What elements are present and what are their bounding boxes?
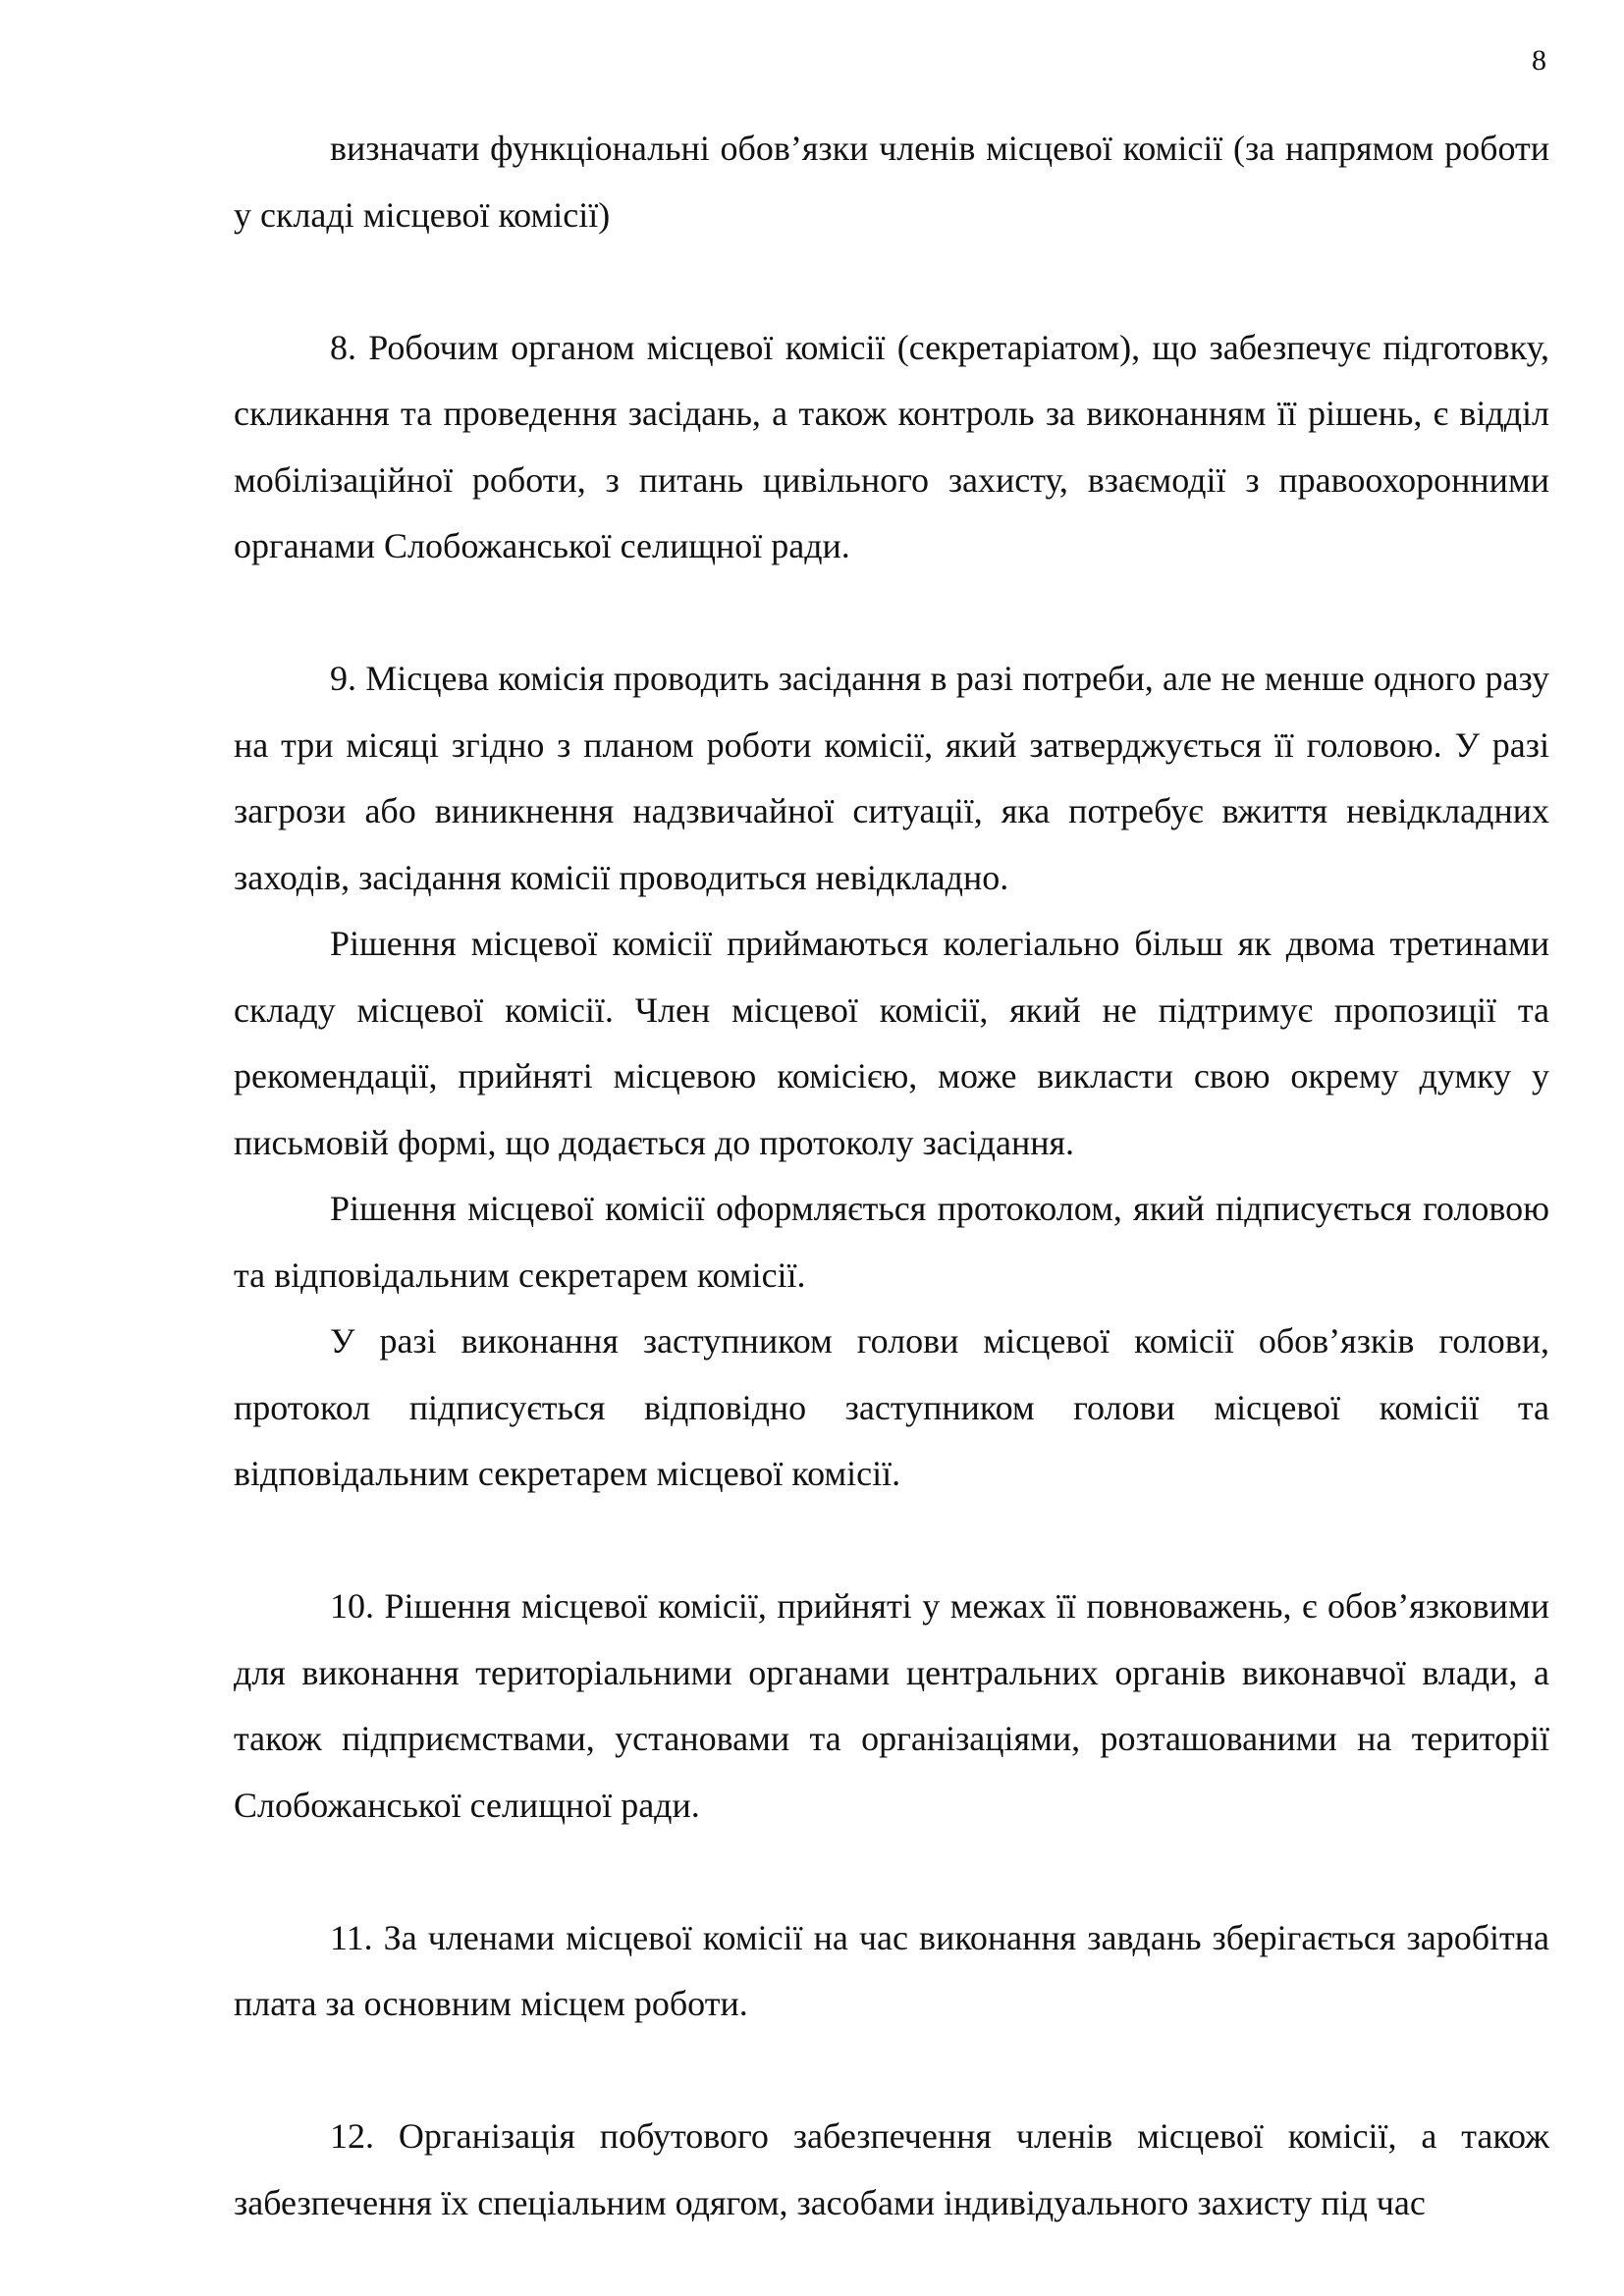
paragraph-8-secretariat: 8. Робочим органом місцевої комісії (секретаріатом), що забезпечує підготовку, скликання та проведення засідань, а також контроль за виконанням її рішень, є відділ мобілізаційної роботи, з питань цивільного захисту, взаємодії з правоохоронними органами Слобожанської селищної ради. [234,327,1549,565]
paragraph-9-meetings: 9. Місцева комісія проводить засідання в разі потреби, але не менше одного разу на три місяці згідно з планом роботи комісії, який затверджується її головою. У разі загрози або виникнення надзвичайної ситуації, яка потребує вжиття невідкладних заходів, засідання комісії проводиться невідкладно. [234,659,1549,897]
page-number: 8 [1532,44,1546,77]
paragraph-decisions-collegial: Рішення місцевої комісії приймаються колегіально більш як двома третинами складу місцевої комісії. Член місцевої комісії, який не підтримує пропозиції та рекомендації, прийняті місцевою комісією, може викласти свою окрему думку у письмовій формі, що додається до протоколу засідання. [234,924,1549,1162]
paragraph-12-provision: 12. Організація побутового забезпечення членів місцевої комісії, а також забезпечення їх спеціальним одягом, засобами індивідуального захисту під час [234,2116,1549,2222]
paragraph-11-salary: 11. За членами місцевої комісії на час виконання завдань зберігається заробітна плата за основним місцем роботи. [234,1917,1549,2023]
paragraph-decisions-protocol: Рішення місцевої комісії оформляється протоколом, який підписується головою та відповідальним секретарем комісії. [234,1189,1549,1295]
paragraph-deputy-signature: У разі виконання заступником голови місцевої комісії обов’язків голови, протокол підписується відповідно заступником голови місцевої комісії та відповідальним секретарем місцевої комісії. [234,1321,1549,1493]
paragraph-duties-continuation: визначати функціональні обов’язки членів місцевої комісії (за напрямом роботи у складі місцевої комісії) [234,129,1549,235]
paragraph-10-mandatory: 10. Рішення місцевої комісії, прийняті у межах її повноважень, є обов’язковими для виконання територіальними органами центральних органів виконавчої влади, а також підприємствами, установами та організаціями, розташованими на території Слобожанської селищної ради. [234,1586,1549,1825]
document-body [234,116,1549,2236]
